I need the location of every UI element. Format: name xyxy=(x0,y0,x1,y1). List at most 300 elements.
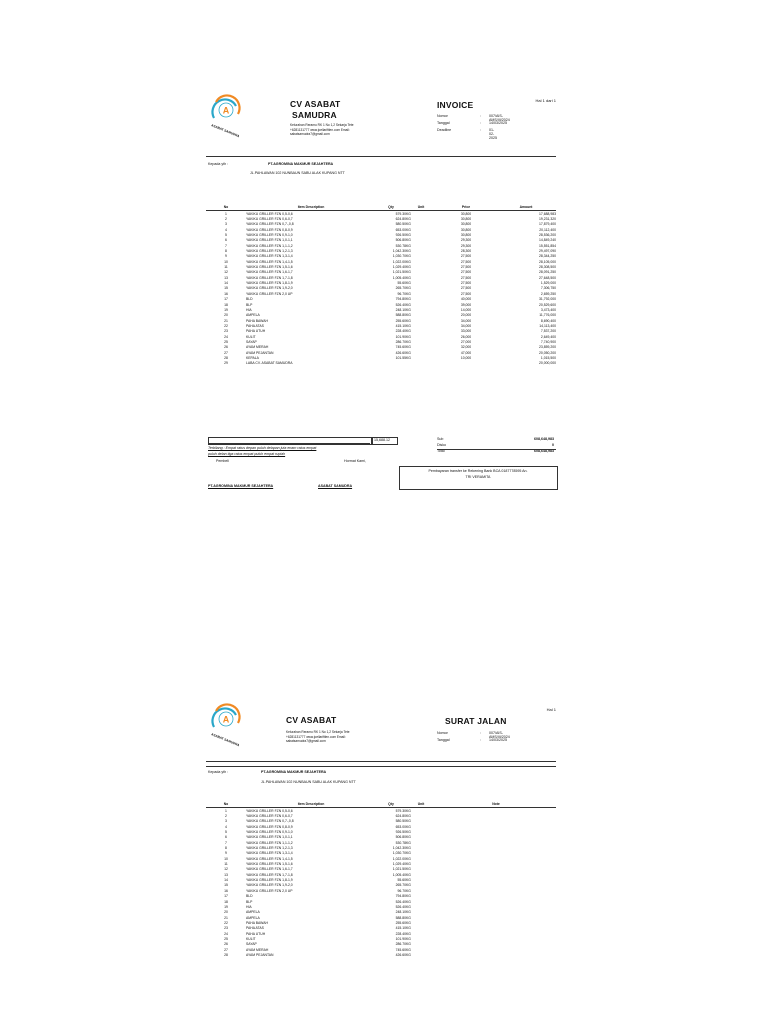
table-cell: YAKIKU GRILLER FZN 1,0-1,1 xyxy=(246,835,293,840)
table-cell: 24 xyxy=(224,931,228,936)
page-number: Hal 1 xyxy=(546,707,556,712)
table-cell: 228.40 xyxy=(395,931,406,936)
table-cell: KG xyxy=(406,227,411,232)
column-header: No xyxy=(206,801,246,808)
table-cell: 20,529,600 xyxy=(539,302,556,307)
logo-text: ASABAT SAMUDRA xyxy=(210,732,241,748)
table-cell: 5 xyxy=(225,233,227,238)
table-cell: KG xyxy=(406,883,411,888)
table-cell: 1,042.30 xyxy=(392,846,406,851)
table-cell: 20,050,200 xyxy=(539,350,556,355)
total-label: Total xyxy=(437,449,445,453)
table-cell: 14,113,400 xyxy=(539,323,556,328)
table-cell: 624.80 xyxy=(395,814,406,819)
table-cell: 29,497,090 xyxy=(539,249,556,254)
table-cell: 13 xyxy=(224,275,228,280)
table-cell: 28,105,000 xyxy=(539,259,556,264)
table-cell: KG xyxy=(406,233,411,238)
table-cell: KG xyxy=(406,281,411,286)
table-cell: 30,800 xyxy=(460,222,472,227)
table-cell: 47,000 xyxy=(460,350,472,355)
table-cell: YAKIKU GRILLER FZN 0,9-1,0 xyxy=(246,233,293,238)
table-cell: YAKIKU GRILLER FZN 0,7-,0,8 xyxy=(246,819,294,824)
table-cell: KG xyxy=(406,265,411,270)
meta-value: 007/AIS-AMS/III/2024 xyxy=(489,114,510,122)
table-cell: 18 xyxy=(224,899,228,904)
table-cell: 580.50 xyxy=(395,819,406,824)
recipient-name: PT.AGROMINA MAKMUR SEJAHTERA xyxy=(268,162,334,166)
table-cell: YAKIKU GRILLER FZN 1,8-1,9 xyxy=(246,878,293,883)
column-header: Item Description xyxy=(246,801,376,808)
table-cell: BLD xyxy=(246,297,253,302)
table-cell: 1,529,000 xyxy=(540,281,556,286)
table-cell: KG xyxy=(406,926,411,931)
surat-jalan-items-table xyxy=(206,801,556,958)
document-title: INVOICE xyxy=(437,100,474,110)
table-cell: KG xyxy=(406,904,411,909)
table-cell: 33,000 xyxy=(460,329,472,334)
table-cell: 794.80 xyxy=(395,894,406,899)
table-cell: AYAM MERAH xyxy=(246,345,269,350)
table-cell: 55.60 xyxy=(397,281,406,286)
table-cell: 28,091,250 xyxy=(539,270,556,275)
table-cell: 30,800 xyxy=(460,211,472,216)
table-cell: 653.00 xyxy=(395,227,406,232)
meta-label: Tanggal xyxy=(437,738,450,742)
table-cell: KG xyxy=(406,254,411,259)
table-cell: 34,000 xyxy=(460,323,472,328)
table-cell: YAKIKU GRILLER FZN 0,6-0,7 xyxy=(246,814,293,819)
table-cell: KG xyxy=(406,217,411,222)
column-header: Item Description xyxy=(246,204,376,211)
seller-label: Hormat Kami, xyxy=(344,459,366,463)
meta-label: Tanggal xyxy=(437,121,450,125)
company-name: CV ASABAT xyxy=(286,715,337,725)
table-cell: 10 xyxy=(224,259,228,264)
table-cell: KG xyxy=(406,313,411,318)
table-cell: 26 xyxy=(224,942,228,947)
table-cell: KG xyxy=(406,952,411,957)
total-label: Sub xyxy=(437,437,444,441)
table-cell: 28,536,200 xyxy=(539,233,556,238)
table-cell: 580.50 xyxy=(395,222,406,227)
table-cell: 29,300 xyxy=(460,243,472,248)
table-cell: 14,000 xyxy=(460,307,472,312)
table-cell: 579.30 xyxy=(395,808,406,813)
table-cell: YAKIKU GRILLER FZN 0,8-0,9 xyxy=(246,824,293,829)
table-cell: 27,500 xyxy=(460,254,472,259)
meta-label: Nomor xyxy=(437,731,448,735)
company-logo-icon xyxy=(208,705,242,748)
table-cell: 23,859,200 xyxy=(539,345,556,350)
table-cell: KG xyxy=(406,318,411,323)
table-cell: 11 xyxy=(224,265,228,270)
divider xyxy=(206,766,556,767)
table-cell: 3 xyxy=(225,819,227,824)
table-cell: KG xyxy=(406,899,411,904)
table-cell: 1,029.40 xyxy=(392,265,406,270)
table-cell: 27 xyxy=(224,947,228,952)
table-cell: PAHA ATAS xyxy=(246,323,264,328)
table-cell: 24 xyxy=(224,334,228,339)
table-cell: 1,021.50 xyxy=(392,867,406,872)
table-cell: 1,015,500 xyxy=(540,355,556,360)
table-cell: 1,042.30 xyxy=(392,249,406,254)
column-header: Unit xyxy=(406,801,436,808)
table-cell: YAKIKU GRILLER FZN 1,9-2,0 xyxy=(246,883,293,888)
table-cell: 27 xyxy=(224,350,228,355)
table-cell: KG xyxy=(406,329,411,334)
recipient-address: JL.PAHLAWAN 102 NUNBAUN SABU ALAK KUPANG NTT xyxy=(250,171,345,175)
table-cell: 19,231,320 xyxy=(539,217,556,222)
table-cell: KG xyxy=(406,840,411,845)
table-cell: YAKIKU GRILLER FZN 1,2-1,3 xyxy=(246,846,293,851)
table-cell: 5 xyxy=(225,830,227,835)
table-cell: KG xyxy=(406,920,411,925)
table-cell: 6 xyxy=(225,835,227,840)
recipient-label: Kepada yth : xyxy=(208,770,229,774)
table-cell: 39,000 xyxy=(460,302,472,307)
seller-name: ASABAT SAMUDRA xyxy=(318,484,353,488)
table-cell: 1 xyxy=(225,808,227,813)
divider xyxy=(206,156,556,157)
table-cell: 286.70 xyxy=(395,942,406,947)
table-cell: 1,022.00 xyxy=(392,856,406,861)
table-cell: 286.70 xyxy=(395,339,406,344)
table-cell: 12 xyxy=(224,270,228,275)
table-cell: 18 xyxy=(224,302,228,307)
table-cell: YAKIKU GRILLER FZN 2,0 UP xyxy=(246,291,293,296)
logo-letter: A xyxy=(222,105,230,116)
table-cell: HIA xyxy=(246,307,252,312)
table-cell: 9 xyxy=(225,851,227,856)
table-cell: 526.40 xyxy=(395,899,406,904)
table-cell: 40,000 xyxy=(460,297,472,302)
table-cell: 101.90 xyxy=(395,334,406,339)
table-cell: 1,030.70 xyxy=(392,851,406,856)
table-cell: YAKIKU GRILLER FZN 1,6-1,7 xyxy=(246,270,293,275)
table-cell: KG xyxy=(406,878,411,883)
table-cell: 28 xyxy=(224,355,228,360)
table-cell: KG xyxy=(406,339,411,344)
divider xyxy=(437,449,556,450)
table-cell: 745.60 xyxy=(395,345,406,350)
table-cell: 20,000,000 xyxy=(539,361,556,366)
table-cell: 13 xyxy=(224,872,228,877)
table-cell: 96.70 xyxy=(397,291,406,296)
table-cell: 10,000 xyxy=(460,355,472,360)
table-cell: 28,300 xyxy=(460,249,472,254)
table-cell: 1,029.40 xyxy=(392,862,406,867)
table-cell: 22 xyxy=(224,920,228,925)
table-cell: KG xyxy=(406,259,411,264)
table-cell: 228.40 xyxy=(395,329,406,334)
table-cell: 55.60 xyxy=(397,878,406,883)
table-cell: 17 xyxy=(224,297,228,302)
table-cell xyxy=(436,952,556,957)
table-cell: YAKIKU GRILLER FZN 1,0-1,1 xyxy=(246,238,293,243)
table-cell: 15 xyxy=(224,286,228,291)
table-cell: 29 xyxy=(224,361,228,366)
table-cell: 6 xyxy=(225,238,227,243)
company-name: CV ASABAT SAMUDRA xyxy=(290,99,341,120)
table-cell: KG xyxy=(406,307,411,312)
table-cell: 17,688,983 xyxy=(539,211,556,216)
divider xyxy=(208,443,370,444)
terbilang-line2: puluh delan tiga ratus empat puluh empat rupiah xyxy=(208,452,286,456)
table-cell: 2,659,250 xyxy=(540,291,556,296)
table-cell: 12 xyxy=(224,867,228,872)
table-cell: YAKIKU GRILLER FZN 0,5-0,6 xyxy=(246,211,293,216)
table-cell: 22 xyxy=(224,323,228,328)
table-cell: KG xyxy=(406,851,411,856)
table-cell: YAKIKU GRILLER FZN 1,4-1,5 xyxy=(246,259,293,264)
table-cell: KG xyxy=(406,291,411,296)
table-cell: KG xyxy=(406,830,411,835)
column-header: Qty xyxy=(376,801,406,808)
table-cell: 26 xyxy=(224,345,228,350)
table-cell: PAHA UTUH xyxy=(246,329,266,334)
table-cell: KG xyxy=(406,936,411,941)
total-value: 608,648,983 xyxy=(534,437,554,441)
table-cell: 25 xyxy=(224,339,228,344)
table-cell: KULIT xyxy=(246,936,256,941)
table-cell: KG xyxy=(406,819,411,824)
table-cell: 26,000 xyxy=(460,334,472,339)
table-cell: KG xyxy=(406,243,411,248)
table-cell: BLD xyxy=(246,894,253,899)
table-cell: KULIT xyxy=(246,334,256,339)
table-cell: 588.80 xyxy=(395,313,406,318)
table-cell: YAKIKU GRILLER FZN 1,7-1,8 xyxy=(246,275,293,280)
table-cell: KG xyxy=(406,915,411,920)
table-cell: YAKIKU GRILLER FZN 1,8-1,9 xyxy=(246,281,293,286)
table-cell: 7 xyxy=(225,840,227,845)
table-cell: 426.60 xyxy=(395,350,406,355)
table-cell: 15,551,854 xyxy=(539,243,556,248)
table-cell: KG xyxy=(406,270,411,275)
table-cell: KG xyxy=(406,862,411,867)
table-cell: 1 xyxy=(225,211,227,216)
table-cell: BLP xyxy=(246,302,253,307)
table-cell: 526.40 xyxy=(395,302,406,307)
table-cell: 10 xyxy=(224,856,228,861)
table-cell: YAKIKU GRILLER FZN 2,0 UP xyxy=(246,888,293,893)
qty-total: 15,688.12 xyxy=(374,438,390,442)
table-cell: 28,308,500 xyxy=(539,265,556,270)
table-cell: PAHA ATAS xyxy=(246,926,264,931)
table-cell: 926.50 xyxy=(395,830,406,835)
table-cell: 248.10 xyxy=(395,910,406,915)
table-cell: 7,306,750 xyxy=(540,286,556,291)
table-cell: 1,022.00 xyxy=(392,259,406,264)
company-logo-icon xyxy=(208,96,242,139)
table-cell: 27,500 xyxy=(460,270,472,275)
table-cell: 20 xyxy=(224,313,228,318)
table-cell: 7,537,200 xyxy=(540,329,556,334)
table-cell: KG xyxy=(406,910,411,915)
table-cell: YAKIKU GRILLER FZN 1,5-1,6 xyxy=(246,862,293,867)
table-cell: 506.80 xyxy=(395,238,406,243)
table-cell: 1,021.50 xyxy=(392,270,406,275)
table-cell: YAKIKU GRILLER FZN 1,4-1,5 xyxy=(246,856,293,861)
table-cell: 14 xyxy=(224,281,228,286)
table-cell: 27,648,500 xyxy=(539,275,556,280)
table-cell: 34,000 xyxy=(460,318,472,323)
table-cell: 101.90 xyxy=(395,936,406,941)
meta-colon: : xyxy=(480,128,481,132)
recipient-name: PT.AGROMINA MAKMUR SEJAHTERA xyxy=(261,770,327,774)
table-cell: 7,740,900 xyxy=(540,339,556,344)
table-cell: AMPELA xyxy=(246,910,260,915)
table-cell: 14 xyxy=(224,878,228,883)
table-cell: AYAM PEJANTAN xyxy=(246,350,274,355)
table-cell: KG xyxy=(406,835,411,840)
table-cell: 1,005.40 xyxy=(392,275,406,280)
table-cell: 27,500 xyxy=(460,265,472,270)
table-cell: KG xyxy=(406,867,411,872)
company-address: Kelurahan Reramu RK 1 No 1,2 Sekarja Tete +6281131777 www.joellariftlen.com Email: sabatsamudra7@gmail.com xyxy=(286,730,350,744)
table-cell: 526.40 xyxy=(395,904,406,909)
table-cell: KG xyxy=(406,249,411,254)
total-value: 0 xyxy=(552,443,554,447)
table-cell: 506.80 xyxy=(395,835,406,840)
meta-colon: : xyxy=(480,731,481,735)
table-cell: 8,690,400 xyxy=(540,318,556,323)
table-cell: 27,500 xyxy=(460,291,472,296)
meta-value: 007/AIS-AMS/III/2024 xyxy=(489,731,510,739)
table-cell: 27,500 xyxy=(460,286,472,291)
logo-letter: A xyxy=(222,714,230,725)
table-cell: PAHA BAWAH xyxy=(246,318,268,323)
table-cell: KG xyxy=(406,334,411,339)
table-cell: YAKIKU GRILLER FZN 1,3-1,4 xyxy=(246,851,293,856)
table-cell: YAKIKU GRILLER FZN 0,9-1,0 xyxy=(246,830,293,835)
company-address: Kelurahan Reramu RK 1 No 1,2 Sekarja Tete +6281131777 www.joellariftlen.com Email: sabatsamudra7@gmail.com xyxy=(290,123,354,137)
table-cell: KG xyxy=(406,275,411,280)
table-cell: 2 xyxy=(225,814,227,819)
table-cell: 11 xyxy=(224,862,228,867)
table-cell: 28,344,250 xyxy=(539,254,556,259)
table-cell: 27,500 xyxy=(460,275,472,280)
table-cell: 17 xyxy=(224,894,228,899)
table-cell: KG xyxy=(406,808,411,813)
meta-value: 14/03/2025 xyxy=(489,121,507,125)
terbilang-line1: Terbilang : Empat ratus depan puluh delapan juta enam ratus empat xyxy=(208,446,317,450)
table-cell: KG xyxy=(406,222,411,227)
meta-label: Deadline xyxy=(437,128,452,132)
meta-value: 01-02-2025 xyxy=(489,128,497,140)
table-cell: KG xyxy=(406,872,411,877)
table-cell xyxy=(436,361,496,366)
table-cell: 415.10 xyxy=(395,323,406,328)
table-cell: 15 xyxy=(224,883,228,888)
table-cell: 31,792,000 xyxy=(539,297,556,302)
table-cell: 25 xyxy=(224,936,228,941)
table-cell: 32,000 xyxy=(460,345,472,350)
table-cell: KG xyxy=(406,942,411,947)
column-header: No xyxy=(206,204,246,211)
table-cell: 4 xyxy=(225,227,227,232)
table-cell: 255.60 xyxy=(395,318,406,323)
table-cell: YAKIKU GRILLER FZN 1,2-1,3 xyxy=(246,249,293,254)
table-cell: KG xyxy=(406,846,411,851)
table-cell: YAKIKU GRILLER FZN 1,1-1,2 xyxy=(246,243,293,248)
column-header: Note xyxy=(436,801,556,808)
logo-text: ASABAT SAMUDRA xyxy=(210,123,241,139)
table-cell: 745.60 xyxy=(395,947,406,952)
table-cell: 530.78 xyxy=(395,840,406,845)
table-cell: 23 xyxy=(224,926,228,931)
table-cell: 926.50 xyxy=(395,233,406,238)
table-cell: AMPELA xyxy=(246,915,260,920)
meta-colon: : xyxy=(480,121,481,125)
table-cell: 265.70 xyxy=(395,286,406,291)
table-cell: 20,112,400 xyxy=(539,227,556,232)
table-cell: KG xyxy=(406,856,411,861)
table-cell: 30,800 xyxy=(460,233,472,238)
table-cell: 2 xyxy=(225,217,227,222)
table-cell: 8 xyxy=(225,846,227,851)
table-cell: YAKIKU GRILLER FZN 0,7-,0,8 xyxy=(246,222,294,227)
meta-value: 14/03/2025 xyxy=(489,738,507,742)
meta-label: Nomor xyxy=(437,114,448,118)
table-cell: YAKIKU GRILLER FZN 1,6-1,7 xyxy=(246,867,293,872)
table-cell: YAKIKU GRILLER FZN 1,9-2,0 xyxy=(246,286,293,291)
table-cell: 8 xyxy=(225,249,227,254)
table-cell: KG xyxy=(406,302,411,307)
table-cell: 248.10 xyxy=(395,307,406,312)
table-cell: 7 xyxy=(225,243,227,248)
table-cell: YAKIKU GRILLER FZN 0,5-0,6 xyxy=(246,808,293,813)
table-cell: KG xyxy=(406,814,411,819)
table-cell: 11,776,000 xyxy=(539,313,556,318)
table-cell: 20,000 xyxy=(460,313,472,318)
table-cell: 27,500 xyxy=(460,281,472,286)
table-cell: PAHA BAWAH xyxy=(246,920,268,925)
table-cell: KG xyxy=(406,238,411,243)
table-cell: 21 xyxy=(224,318,228,323)
table-cell: 19 xyxy=(224,307,228,312)
divider xyxy=(206,761,556,762)
invoice-items-table xyxy=(206,204,556,366)
table-cell: 9 xyxy=(225,254,227,259)
table-cell: 255.60 xyxy=(395,920,406,925)
table-cell: 624.80 xyxy=(395,217,406,222)
table-cell: 27,500 xyxy=(460,259,472,264)
table-cell: 3,473,400 xyxy=(540,307,556,312)
table-cell: LABA CV. ASABAT SAMUDRA xyxy=(246,361,293,366)
table-cell: BLP xyxy=(246,899,253,904)
table-cell: AMPELA xyxy=(246,313,260,318)
table-cell: 588.80 xyxy=(395,915,406,920)
table-cell xyxy=(406,361,436,366)
table-cell: YAKIKU GRILLER FZN 1,7-1,8 xyxy=(246,872,293,877)
table-cell: 30,800 xyxy=(460,217,472,222)
table-cell: SAYAP xyxy=(246,942,257,947)
table-cell: KG xyxy=(406,211,411,216)
total-label: Disko xyxy=(437,443,446,447)
table-cell: HIA xyxy=(246,904,252,909)
table-cell: YAKIKU GRILLER FZN 0,8-0,9 xyxy=(246,227,293,232)
table-cell: KG xyxy=(406,931,411,936)
table-cell: KG xyxy=(406,350,411,355)
table-cell: 20 xyxy=(224,910,228,915)
table-cell: 653.00 xyxy=(395,824,406,829)
table-cell: KG xyxy=(406,323,411,328)
payment-line2: TRI VERAMITA xyxy=(465,475,491,479)
table-cell: KG xyxy=(406,297,411,302)
